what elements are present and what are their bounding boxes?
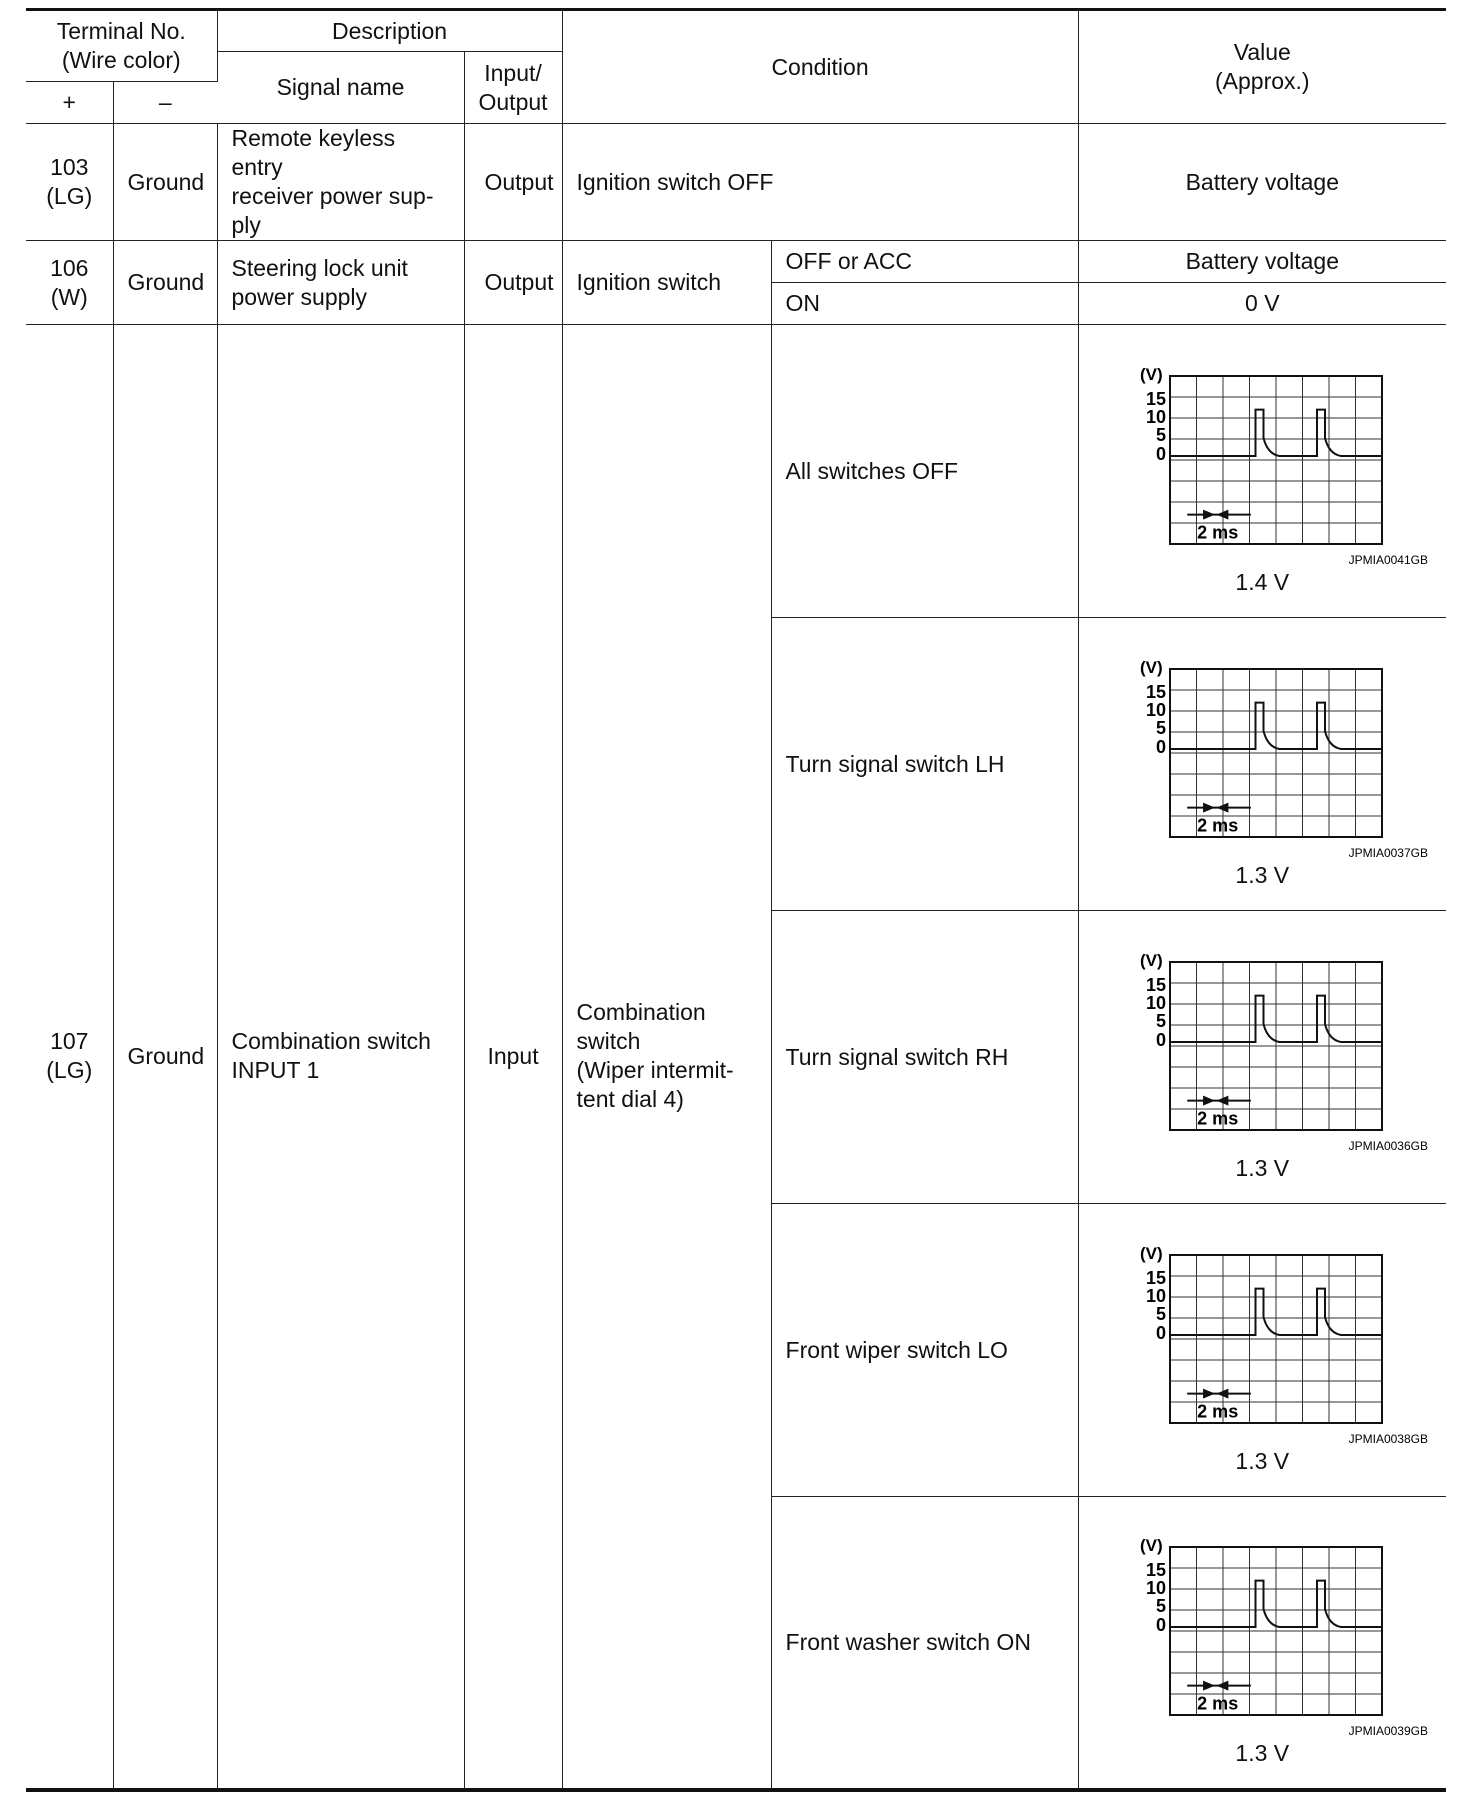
- y-tick-label: 0: [1156, 1029, 1167, 1050]
- value-label: 1.4 V: [1235, 568, 1290, 595]
- y-tick-label: 15: [1146, 681, 1167, 702]
- y-tick-label: 15: [1146, 1559, 1167, 1580]
- arrow-right-icon: [1203, 509, 1215, 519]
- terminal-table-wrapper: [26, 8, 1446, 1792]
- condition-header: Condition: [562, 10, 1078, 124]
- minus-103: Ground: [113, 124, 217, 241]
- value-107-2: [1078, 911, 1446, 1204]
- wire-color: (LG): [46, 1057, 93, 1084]
- waveform-graph: [1092, 932, 1432, 1152]
- value-103: Battery voltage: [1078, 124, 1446, 241]
- signal-line: INPUT 1: [231, 1057, 320, 1084]
- value-header: [1078, 10, 1446, 124]
- io-107: Input: [464, 325, 562, 1790]
- minus-107: Ground: [113, 325, 217, 1790]
- condition-103: Ignition switch OFF: [562, 124, 1078, 241]
- arrow-left-icon: [1217, 802, 1229, 812]
- y-tick-label: 0: [1156, 1614, 1167, 1635]
- plus-header: +: [26, 82, 113, 124]
- y-unit-label: (V): [1140, 950, 1163, 970]
- minus-header: –: [113, 82, 217, 124]
- signal-106: [217, 241, 464, 325]
- description-header: Description: [217, 10, 562, 52]
- terminal-no-label: Terminal No.: [56, 18, 186, 44]
- waveform: [1079, 1225, 1447, 1445]
- time-scale-label: 2 ms: [1197, 1108, 1239, 1129]
- y-tick-label: 5: [1156, 1303, 1167, 1324]
- arrow-right-icon: [1203, 1680, 1215, 1690]
- y-tick-label: 15: [1146, 1267, 1167, 1288]
- y-tick-label: 10: [1146, 1577, 1167, 1598]
- value-107-3: [1078, 1204, 1446, 1497]
- wire-color: (W): [50, 283, 88, 310]
- value-107-1: [1078, 618, 1446, 911]
- figure-code: JPMIA0038GB: [1348, 1431, 1429, 1445]
- y-unit-label: (V): [1140, 657, 1163, 677]
- value-107-0: [1078, 325, 1446, 618]
- io-103: Output: [464, 124, 562, 241]
- y-tick-label: 5: [1156, 1010, 1167, 1031]
- time-scale-label: 2 ms: [1197, 815, 1239, 836]
- figure-code: JPMIA0036GB: [1348, 1138, 1429, 1152]
- waveform-graph: [1092, 639, 1432, 859]
- arrow-left-icon: [1217, 1680, 1229, 1690]
- y-unit-label: (V): [1140, 1535, 1163, 1555]
- waveform-graph: [1092, 1517, 1432, 1737]
- input-output-header: [464, 52, 562, 124]
- subcondition-107-2: Turn signal switch RH: [771, 911, 1078, 1204]
- signal-107: [217, 325, 464, 1790]
- value-label: 1.3 V: [1235, 1739, 1290, 1766]
- y-tick-label: 10: [1146, 406, 1167, 427]
- condition-line: tent dial 4): [576, 1086, 684, 1113]
- signal-line: Steering lock unit: [231, 254, 408, 281]
- subcondition-106-0: OFF or ACC: [771, 241, 1078, 283]
- terminal-number: 106: [50, 254, 89, 281]
- signal-line: Remote keyless entry: [231, 125, 396, 180]
- signal-line: ply: [231, 212, 261, 238]
- arrow-right-icon: [1203, 1095, 1215, 1105]
- wire-color: (LG): [46, 183, 93, 209]
- waveform: [1079, 639, 1447, 859]
- value-106-1: 0 V: [1078, 283, 1446, 325]
- subcondition-106-1: ON: [771, 283, 1078, 325]
- value-106-0: Battery voltage: [1078, 241, 1446, 283]
- figure-code: JPMIA0041GB: [1348, 552, 1429, 566]
- y-unit-label: (V): [1140, 364, 1163, 384]
- value-label: 1.3 V: [1235, 861, 1290, 888]
- value-label: 1.3 V: [1235, 1154, 1290, 1181]
- arrow-left-icon: [1217, 509, 1229, 519]
- terminal-107: [26, 325, 113, 1790]
- terminal-table: [26, 8, 1446, 1792]
- subcondition-107-4: Front washer switch ON: [771, 1497, 1078, 1790]
- arrow-right-icon: [1203, 1388, 1215, 1398]
- value-label: Value: [1233, 39, 1291, 65]
- arrow-right-icon: [1203, 802, 1215, 812]
- terminal-103: [26, 124, 113, 241]
- waveform: [1079, 346, 1447, 566]
- y-unit-label: (V): [1140, 1243, 1163, 1263]
- approx-label: (Approx.): [1214, 68, 1310, 94]
- signal-line: receiver power sup-: [231, 183, 434, 209]
- time-scale-label: 2 ms: [1197, 1401, 1239, 1422]
- waveform-graph: [1092, 1225, 1432, 1445]
- subcondition-107-3: Front wiper switch LO: [771, 1204, 1078, 1497]
- arrow-left-icon: [1217, 1388, 1229, 1398]
- y-tick-label: 10: [1146, 1285, 1167, 1306]
- y-tick-label: 0: [1156, 736, 1167, 757]
- terminal-number: 103: [50, 154, 89, 180]
- y-tick-label: 10: [1146, 699, 1167, 720]
- time-scale-label: 2 ms: [1197, 1693, 1239, 1714]
- y-tick-label: 5: [1156, 424, 1167, 445]
- time-scale-label: 2 ms: [1197, 522, 1239, 543]
- signal-103: [217, 124, 464, 241]
- value-label: 1.3 V: [1235, 1447, 1290, 1474]
- input-output-label-2: Output: [478, 88, 548, 115]
- arrow-left-icon: [1217, 1095, 1229, 1105]
- subcondition-107-0: All switches OFF: [771, 325, 1078, 618]
- terminal-no-header: [26, 10, 217, 82]
- y-tick-label: 10: [1146, 992, 1167, 1013]
- input-output-label-1: Input/: [484, 59, 542, 86]
- condition-107: [562, 325, 771, 1790]
- y-tick-label: 15: [1146, 388, 1167, 409]
- y-tick-label: 0: [1156, 443, 1167, 464]
- subcondition-107-1: Turn signal switch LH: [771, 618, 1078, 911]
- value-107-4: [1078, 1497, 1446, 1790]
- waveform: [1079, 1517, 1447, 1737]
- signal-name-header: Signal name: [217, 52, 464, 124]
- condition-line: switch: [576, 1028, 641, 1055]
- condition-106: Ignition switch: [562, 241, 771, 325]
- waveform: [1079, 932, 1447, 1152]
- terminal-number: 107: [50, 1028, 89, 1055]
- io-106: Output: [464, 241, 562, 325]
- y-tick-label: 0: [1156, 1322, 1167, 1343]
- signal-line: power supply: [231, 283, 368, 310]
- terminal-106: [26, 241, 113, 325]
- signal-line: Combination switch: [231, 1028, 431, 1055]
- condition-line: (Wiper intermit-: [576, 1057, 734, 1084]
- minus-106: Ground: [113, 241, 217, 325]
- y-tick-label: 5: [1156, 717, 1167, 738]
- figure-code: JPMIA0039GB: [1348, 1723, 1429, 1737]
- wire-color-label: (Wire color): [61, 47, 181, 73]
- figure-code: JPMIA0037GB: [1348, 845, 1429, 859]
- waveform-graph: [1092, 346, 1432, 566]
- condition-line: Combination: [576, 999, 706, 1026]
- y-tick-label: 15: [1146, 974, 1167, 995]
- y-tick-label: 5: [1156, 1595, 1167, 1616]
